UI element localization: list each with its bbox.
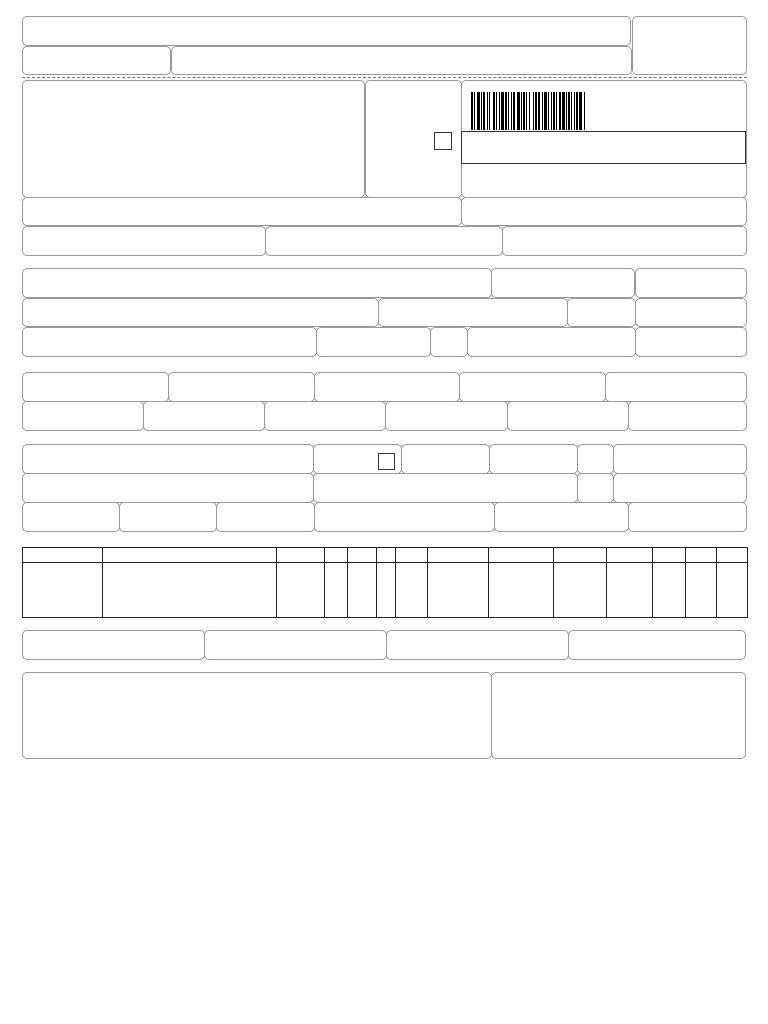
- recipient-name-field: [22, 268, 492, 298]
- items-cell: [607, 563, 653, 618]
- items-header-cell: [277, 548, 325, 563]
- carrier-name-field: [22, 444, 314, 474]
- tax-field-7: [143, 401, 265, 431]
- items-cell: [396, 563, 428, 618]
- items-header-cell: [607, 548, 653, 563]
- items-header-cell: [554, 548, 607, 563]
- header-corner-box: [632, 16, 747, 75]
- items-cell: [103, 563, 277, 618]
- state-registration-field: [22, 226, 266, 256]
- freight-checkbox[interactable]: [378, 453, 395, 470]
- header-subfield-left: [22, 46, 171, 75]
- items-cell: [686, 563, 717, 618]
- recipient-issue-date-field: [635, 268, 747, 298]
- items-header-cell: [717, 548, 748, 563]
- recipient-district-field: [378, 298, 568, 327]
- issqn-field-1: [22, 630, 205, 660]
- recipient-uf-field: [430, 327, 468, 357]
- items-cell: [348, 563, 377, 618]
- recipient-exit-time-field: [635, 327, 747, 357]
- gross-weight-field: [494, 502, 629, 532]
- tax-field-2: [168, 372, 315, 402]
- recipient-phone-field: [316, 327, 431, 357]
- items-cell: [428, 563, 489, 618]
- issqn-field-3: [386, 630, 569, 660]
- items-header-cell: [686, 548, 717, 563]
- tax-field-4: [459, 372, 606, 402]
- header-title-field: [22, 16, 631, 46]
- recipient-exit-date-field: [635, 298, 747, 327]
- tax-field-10: [507, 401, 629, 431]
- items-header-cell: [348, 548, 377, 563]
- recipient-zip-field: [567, 298, 636, 327]
- header-subfield-right: [171, 46, 632, 75]
- issuer-checkbox[interactable]: [434, 132, 452, 150]
- volume-species-field: [119, 502, 217, 532]
- net-weight-field: [628, 502, 747, 532]
- tax-field-8: [264, 401, 386, 431]
- cut-line: [22, 77, 747, 78]
- access-key-field: [461, 131, 746, 164]
- items-table: [22, 547, 748, 618]
- additional-info-box: [22, 672, 492, 759]
- recipient-city-field: [22, 327, 317, 357]
- items-header-cell: [396, 548, 428, 563]
- tax-field-6: [22, 401, 144, 431]
- recipient-cnpj-field: [491, 268, 635, 298]
- table-row: [23, 563, 748, 618]
- carrier-uf-field: [577, 473, 614, 503]
- volume-brand-field: [216, 502, 315, 532]
- items-header-cell: [489, 548, 554, 563]
- volume-quantity-field: [22, 502, 120, 532]
- operation-nature-field: [22, 197, 462, 226]
- items-cell: [717, 563, 748, 618]
- issuer-address-box: [22, 80, 365, 198]
- vehicle-plate-field: [489, 444, 578, 474]
- tax-field-1: [22, 372, 169, 402]
- items-header-cell: [325, 548, 348, 563]
- items-cell: [653, 563, 686, 618]
- items-cell: [23, 563, 103, 618]
- cnpj-field: [502, 226, 747, 256]
- items-cell: [277, 563, 325, 618]
- volume-numbering-field: [314, 502, 495, 532]
- reserved-fisco-box: [491, 672, 746, 759]
- items-cell: [377, 563, 396, 618]
- carrier-address-field: [22, 473, 314, 503]
- carrier-ie-field: [613, 473, 747, 503]
- tax-field-3: [314, 372, 460, 402]
- issqn-field-2: [204, 630, 387, 660]
- carrier-cnpj-field: [613, 444, 747, 474]
- items-header-cell: [653, 548, 686, 563]
- items-table-header: [23, 548, 748, 563]
- vehicle-uf-field: [577, 444, 614, 474]
- items-header-cell: [377, 548, 396, 563]
- recipient-address-field: [22, 298, 379, 327]
- items-header-cell: [23, 548, 103, 563]
- items-cell: [325, 563, 348, 618]
- protocol-field: [461, 197, 747, 226]
- barcode-icon: [471, 92, 671, 130]
- items-header-cell: [428, 548, 489, 563]
- items-header-cell: [103, 548, 277, 563]
- recipient-ie-field: [467, 327, 636, 357]
- items-cell: [554, 563, 607, 618]
- tax-field-11: [628, 401, 747, 431]
- antt-code-field: [401, 444, 490, 474]
- issqn-field-4: [568, 630, 746, 660]
- state-registration-substitute-field: [265, 226, 503, 256]
- carrier-city-field: [313, 473, 578, 503]
- tax-field-9: [385, 401, 508, 431]
- items-cell: [489, 563, 554, 618]
- tax-field-5: [605, 372, 747, 402]
